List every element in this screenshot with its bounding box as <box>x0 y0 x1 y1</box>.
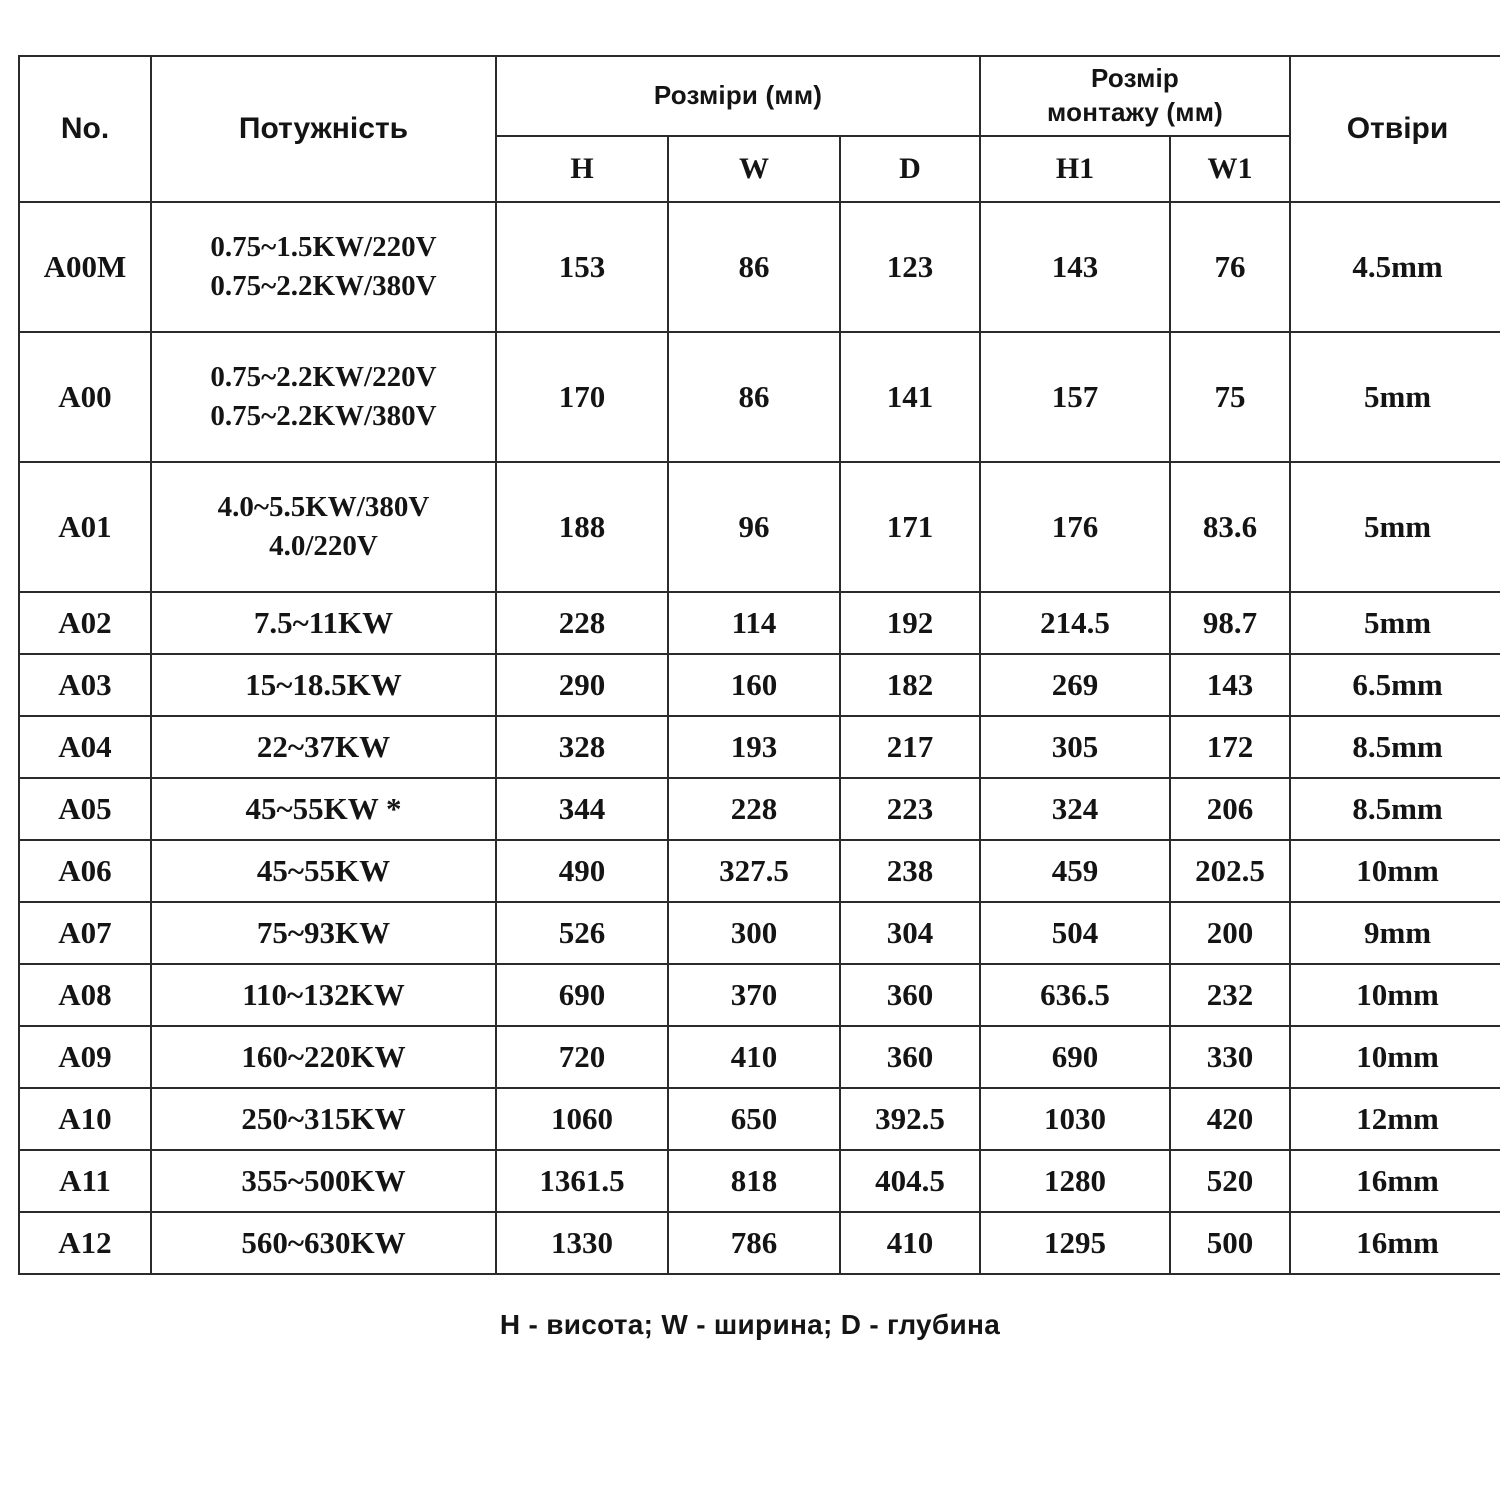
table-head <box>19 56 1500 202</box>
cell-w1: 420 <box>1170 1088 1290 1150</box>
cell-w: 300 <box>668 902 840 964</box>
cell-h1: 176 <box>980 462 1170 592</box>
table-row <box>19 462 1500 592</box>
cell-holes: 16mm <box>1290 1212 1500 1274</box>
cell-holes: 5mm <box>1290 332 1500 462</box>
cell-power <box>151 654 496 716</box>
cell-model-no: A00M <box>19 202 151 332</box>
cell-h1: 157 <box>980 332 1170 462</box>
cell-power <box>151 840 496 902</box>
table-row <box>19 1088 1500 1150</box>
cell-holes: 6.5mm <box>1290 654 1500 716</box>
cell-model-no: A12 <box>19 1212 151 1274</box>
cell-d: 410 <box>840 1212 980 1274</box>
header-h: H <box>496 136 668 202</box>
table-row <box>19 654 1500 716</box>
header-power: Потужність <box>151 56 496 202</box>
cell-holes: 12mm <box>1290 1088 1500 1150</box>
cell-w1: 200 <box>1170 902 1290 964</box>
cell-w: 650 <box>668 1088 840 1150</box>
cell-holes: 16mm <box>1290 1150 1500 1212</box>
header-w1: W1 <box>1170 136 1290 202</box>
cell-w: 786 <box>668 1212 840 1274</box>
cell-h1: 324 <box>980 778 1170 840</box>
cell-d: 182 <box>840 654 980 716</box>
cell-w: 114 <box>668 592 840 654</box>
cell-h: 153 <box>496 202 668 332</box>
cell-d: 238 <box>840 840 980 902</box>
cell-w1: 330 <box>1170 1026 1290 1088</box>
cell-model-no: A05 <box>19 778 151 840</box>
header-mounting-line2: монтажу (мм) <box>1047 97 1223 127</box>
cell-h: 1361.5 <box>496 1150 668 1212</box>
cell-h1: 269 <box>980 654 1170 716</box>
cell-d: 223 <box>840 778 980 840</box>
cell-h: 1060 <box>496 1088 668 1150</box>
cell-h: 490 <box>496 840 668 902</box>
cell-power <box>151 1150 496 1212</box>
cell-holes: 5mm <box>1290 592 1500 654</box>
power-line: 160~220KW <box>241 1039 406 1074</box>
cell-holes: 8.5mm <box>1290 778 1500 840</box>
cell-power <box>151 332 496 462</box>
cell-holes: 9mm <box>1290 902 1500 964</box>
table-row <box>19 964 1500 1026</box>
cell-w1: 206 <box>1170 778 1290 840</box>
cell-power <box>151 1026 496 1088</box>
cell-h: 290 <box>496 654 668 716</box>
cell-h1: 1280 <box>980 1150 1170 1212</box>
cell-w: 86 <box>668 332 840 462</box>
power-line: 355~500KW <box>241 1163 406 1198</box>
cell-w1: 143 <box>1170 654 1290 716</box>
cell-model-no: A10 <box>19 1088 151 1150</box>
cell-d: 360 <box>840 964 980 1026</box>
cell-w: 228 <box>668 778 840 840</box>
cell-power <box>151 716 496 778</box>
power-line: 0.75~2.2KW/380V <box>210 270 437 302</box>
cell-w1: 76 <box>1170 202 1290 332</box>
cell-power <box>151 462 496 592</box>
cell-h: 690 <box>496 964 668 1026</box>
header-no: No. <box>19 56 151 202</box>
cell-power <box>151 964 496 1026</box>
cell-h1: 504 <box>980 902 1170 964</box>
cell-w: 410 <box>668 1026 840 1088</box>
cell-d: 392.5 <box>840 1088 980 1150</box>
cell-model-no: A07 <box>19 902 151 964</box>
cell-d: 171 <box>840 462 980 592</box>
power-line: 45~55KW <box>256 853 391 888</box>
header-h1: H1 <box>980 136 1170 202</box>
cell-w1: 520 <box>1170 1150 1290 1212</box>
table-row <box>19 1026 1500 1088</box>
cell-d: 123 <box>840 202 980 332</box>
table-row <box>19 1150 1500 1212</box>
cell-model-no: A06 <box>19 840 151 902</box>
cell-w1: 500 <box>1170 1212 1290 1274</box>
cell-w: 193 <box>668 716 840 778</box>
cell-w1: 172 <box>1170 716 1290 778</box>
table-row <box>19 902 1500 964</box>
cell-h: 344 <box>496 778 668 840</box>
cell-model-no: A01 <box>19 462 151 592</box>
cell-h1: 305 <box>980 716 1170 778</box>
power-line: 560~630KW <box>241 1225 406 1260</box>
cell-w1: 83.6 <box>1170 462 1290 592</box>
cell-model-no: A02 <box>19 592 151 654</box>
cell-w1: 98.7 <box>1170 592 1290 654</box>
cell-d: 217 <box>840 716 980 778</box>
cell-h: 1330 <box>496 1212 668 1274</box>
power-line: 4.0/220V <box>269 530 378 562</box>
power-line: 0.75~1.5KW/220V <box>210 230 437 263</box>
table-row <box>19 1212 1500 1274</box>
cell-holes: 5mm <box>1290 462 1500 592</box>
cell-d: 360 <box>840 1026 980 1088</box>
cell-h1: 1295 <box>980 1212 1170 1274</box>
cell-h: 720 <box>496 1026 668 1088</box>
cell-model-no: A11 <box>19 1150 151 1212</box>
cell-h1: 143 <box>980 202 1170 332</box>
cell-model-no: A09 <box>19 1026 151 1088</box>
cell-w: 86 <box>668 202 840 332</box>
header-holes: Отвіри <box>1290 56 1500 202</box>
cell-w: 96 <box>668 462 840 592</box>
power-line: 22~37KW <box>256 729 391 764</box>
cell-holes: 10mm <box>1290 964 1500 1026</box>
header-mounting-group <box>980 56 1290 136</box>
table-row <box>19 202 1500 332</box>
power-line: 0.75~2.2KW/220V <box>210 360 437 393</box>
cell-holes: 8.5mm <box>1290 716 1500 778</box>
cell-power <box>151 778 496 840</box>
cell-h1: 636.5 <box>980 964 1170 1026</box>
cell-h1: 1030 <box>980 1088 1170 1150</box>
cell-h: 228 <box>496 592 668 654</box>
power-line: 45~55KW * <box>245 791 402 826</box>
table-row <box>19 332 1500 462</box>
cell-h: 328 <box>496 716 668 778</box>
footnote: H - висота; W - ширина; D - глубина <box>499 1309 1001 1340</box>
table-row <box>19 592 1500 654</box>
table-row <box>19 716 1500 778</box>
cell-power <box>151 902 496 964</box>
cell-holes: 10mm <box>1290 840 1500 902</box>
cell-w1: 232 <box>1170 964 1290 1026</box>
power-line: 15~18.5KW <box>245 667 402 702</box>
cell-w1: 75 <box>1170 332 1290 462</box>
cell-power <box>151 1212 496 1274</box>
header-d: D <box>840 136 980 202</box>
cell-h: 526 <box>496 902 668 964</box>
cell-d: 404.5 <box>840 1150 980 1212</box>
power-line: 250~315KW <box>241 1101 406 1136</box>
power-line: 110~132KW <box>242 977 405 1012</box>
cell-holes: 4.5mm <box>1290 202 1500 332</box>
cell-w: 160 <box>668 654 840 716</box>
cell-d: 192 <box>840 592 980 654</box>
table-body <box>19 202 1500 1274</box>
cell-power <box>151 1088 496 1150</box>
power-line: 7.5~11KW <box>253 605 394 640</box>
cell-w: 370 <box>668 964 840 1026</box>
cell-model-no: A03 <box>19 654 151 716</box>
header-w: W <box>668 136 840 202</box>
power-line: 4.0~5.5KW/380V <box>217 490 430 523</box>
cell-h: 188 <box>496 462 668 592</box>
cell-w: 818 <box>668 1150 840 1212</box>
table-row <box>19 778 1500 840</box>
header-mounting-line1: Розмір <box>1090 63 1180 94</box>
cell-model-no: A00 <box>19 332 151 462</box>
power-line: 0.75~2.2KW/380V <box>210 400 437 432</box>
cell-h1: 690 <box>980 1026 1170 1088</box>
cell-h1: 214.5 <box>980 592 1170 654</box>
cell-power <box>151 592 496 654</box>
specifications-table <box>18 55 1500 1275</box>
cell-h: 170 <box>496 332 668 462</box>
header-row-groups <box>19 56 1500 136</box>
cell-w1: 202.5 <box>1170 840 1290 902</box>
cell-model-no: A04 <box>19 716 151 778</box>
power-line: 75~93KW <box>256 915 391 950</box>
cell-d: 141 <box>840 332 980 462</box>
cell-power <box>151 202 496 332</box>
cell-w: 327.5 <box>668 840 840 902</box>
header-dimensions-group: Розміри (мм) <box>496 56 980 136</box>
cell-holes: 10mm <box>1290 1026 1500 1088</box>
cell-d: 304 <box>840 902 980 964</box>
table-row <box>19 840 1500 902</box>
cell-h1: 459 <box>980 840 1170 902</box>
cell-model-no: A08 <box>19 964 151 1026</box>
